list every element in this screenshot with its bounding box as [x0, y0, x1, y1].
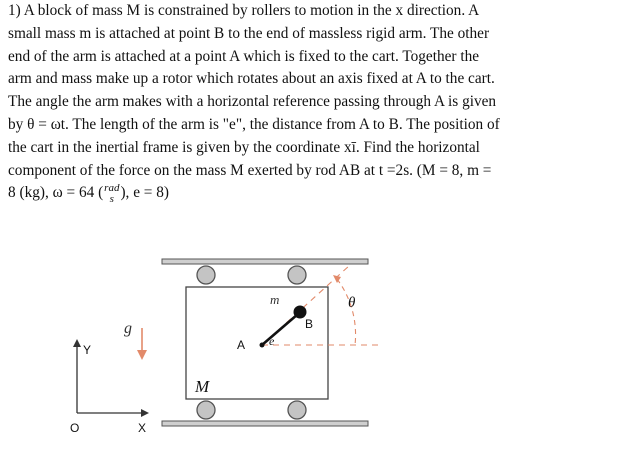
label-axis-y: Y	[83, 343, 92, 357]
problem-line-6: by θ = ωt. The length of the arm is "e", the distance from A to B. The position of	[8, 115, 500, 133]
roller-bottom-right	[288, 401, 306, 419]
x-axis-arrow	[141, 409, 149, 417]
given-values-start: 8 (kg), ω = 64 (	[8, 184, 104, 202]
label-theta: θ	[348, 295, 356, 311]
roller-top-left	[197, 266, 215, 284]
roller-top-right	[288, 266, 306, 284]
problem-line-4: arm and mass make up a rotor which rotates about an axis fixed at A to the cart.	[8, 70, 495, 88]
roller-bottom-left	[197, 401, 215, 419]
label-point-a: A	[237, 338, 246, 352]
problem-line-8: component of the force on the mass M exerted by rod AB at t =2s. (M = 8, m =	[8, 161, 492, 179]
label-arm-length-e: e	[269, 334, 275, 348]
problem-line-1: 1) A block of mass M is constrained by rollers to motion in the x direction. A	[8, 2, 480, 19]
y-axis-arrow	[73, 339, 81, 347]
theta-arc	[337, 279, 356, 345]
unit-numerator: rad	[104, 181, 120, 194]
label-gravity-g: g	[124, 320, 132, 337]
label-cart-mass-m: M	[195, 377, 210, 396]
bottom-rail	[162, 421, 368, 426]
given-values-end: ), e = 8)	[120, 184, 170, 202]
label-axis-x: X	[138, 421, 147, 435]
unit-denominator: s	[109, 192, 114, 205]
label-origin-o: O	[70, 421, 80, 435]
label-point-b: B	[305, 317, 314, 331]
problem-line-2: small mass m is attached at point B to the end of massless rigid arm. The other	[8, 24, 490, 42]
theta-arrowhead	[333, 275, 341, 283]
problem-line-3: end of the arm is attached at a point A which is fixed to the cart. Together the	[8, 47, 480, 65]
top-rail	[162, 259, 368, 264]
problem-line-7: the cart in the inertial frame is given by the coordinate xī. Find the horizontal	[8, 138, 480, 156]
gravity-arrow-head	[137, 350, 147, 360]
pivot-point-a	[260, 343, 265, 348]
problem-line-5: The angle the arm makes with a horizontal reference passing through A is given	[8, 93, 497, 111]
label-small-m: m	[270, 292, 280, 307]
